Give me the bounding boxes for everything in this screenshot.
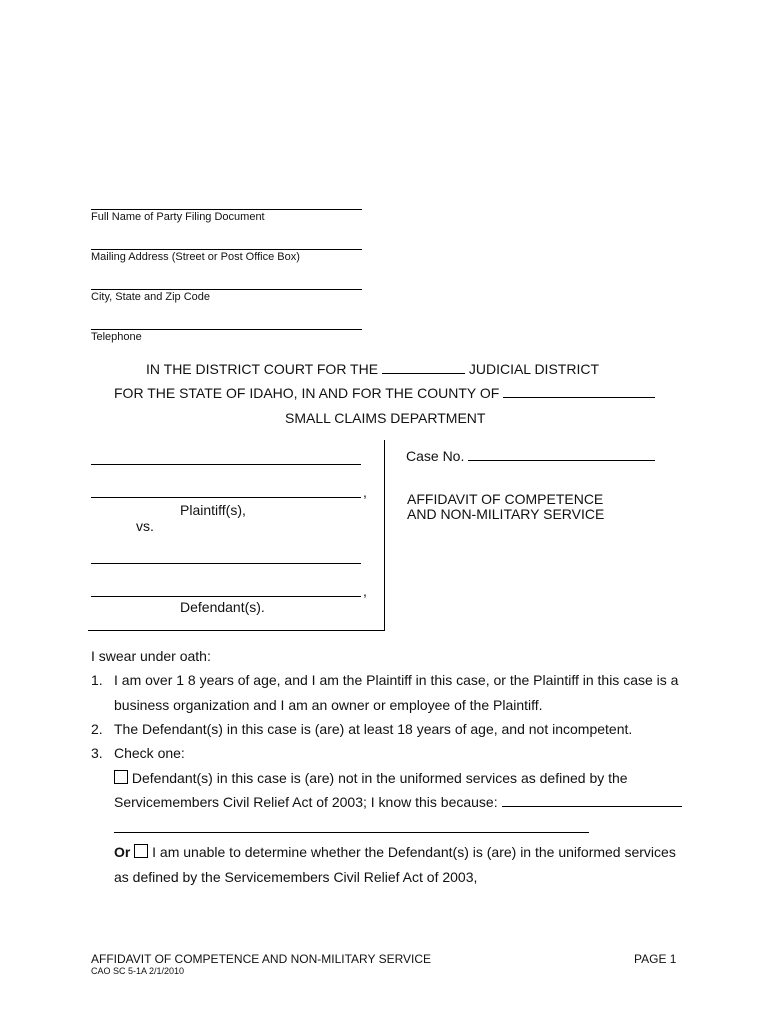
footer-form-code: CAO SC 5-1A 2/1/2010 bbox=[91, 966, 185, 976]
vs-label: vs. bbox=[136, 518, 154, 534]
plaintiff-line-2[interactable] bbox=[91, 497, 361, 498]
case-number-blank[interactable] bbox=[468, 448, 655, 461]
court-heading-county: FOR THE STATE OF IDAHO, IN AND FOR THE COUNTY OF bbox=[114, 385, 500, 401]
plaintiff-line-1[interactable] bbox=[91, 464, 361, 465]
defendant-label: Defendant(s). bbox=[180, 599, 265, 615]
case-number-label: Case No. bbox=[406, 448, 465, 464]
full-name-label: Full Name of Party Filing Document bbox=[91, 211, 265, 223]
option2-text: I am unable to determine whether the Defendant(s) is (are) in the uniformed services bbox=[152, 844, 676, 860]
reason-blank-1[interactable] bbox=[502, 794, 682, 807]
telephone-label: Telephone bbox=[91, 331, 142, 343]
unable-to-determine-checkbox[interactable] bbox=[134, 844, 148, 858]
reason-blank-2[interactable] bbox=[114, 832, 589, 833]
item1-text-line2: business organization and I am an owner or employee of the Plaintiff. bbox=[114, 697, 543, 713]
city-state-zip-label: City, State and Zip Code bbox=[91, 291, 211, 303]
plaintiff-comma: , bbox=[363, 484, 367, 500]
plaintiff-label: Plaintiff(s), bbox=[180, 502, 246, 518]
not-in-service-checkbox[interactable] bbox=[114, 770, 128, 784]
option1-text: Defendant(s) in this case is (are) not in the uniformed services as defined by the bbox=[131, 770, 628, 786]
court-heading-pre: IN THE DISTRICT COURT FOR THE bbox=[146, 361, 379, 377]
item3-number: 3. bbox=[91, 745, 103, 761]
city-state-zip-line[interactable] bbox=[91, 289, 362, 290]
option1-line1 bbox=[114, 770, 628, 786]
mailing-address-label: Mailing Address (Street or Post Office Box) bbox=[91, 251, 300, 263]
judicial-district-blank[interactable] bbox=[382, 361, 465, 374]
item3-text: Check one: bbox=[114, 745, 185, 761]
case-number-row bbox=[406, 448, 655, 464]
option1-line2 bbox=[114, 794, 682, 810]
footer-page-number: PAGE 1 bbox=[634, 952, 677, 966]
court-heading-post: JUDICIAL DISTRICT bbox=[468, 361, 599, 377]
defendant-line-1[interactable] bbox=[91, 563, 361, 564]
caption-divider-horizontal bbox=[88, 630, 385, 631]
full-name-line[interactable] bbox=[91, 209, 362, 210]
defendant-line-2[interactable] bbox=[91, 596, 361, 597]
mailing-address-line[interactable] bbox=[91, 249, 362, 250]
option1-reason-text: Servicemembers Civil Relief Act of 2003; I know this because: bbox=[114, 794, 498, 810]
item1-text-line1: I am over 1 8 years of age, and I am the Plaintiff in this case, or the Plaintiff in this case is a bbox=[114, 672, 679, 688]
county-blank[interactable] bbox=[503, 385, 655, 398]
court-heading-line1 bbox=[146, 361, 599, 377]
item1-number: 1. bbox=[91, 672, 103, 688]
caption-divider-vertical bbox=[384, 440, 385, 630]
option2-line2: as defined by the Servicemembers Civil Relief Act of 2003, bbox=[114, 869, 478, 885]
or-label: Or bbox=[114, 844, 131, 860]
affidavit-title-line1: AFFIDAVIT OF COMPETENCE bbox=[407, 491, 604, 507]
option2-line1 bbox=[114, 844, 676, 860]
item2-text: The Defendant(s) in this case is (are) at least 18 years of age, and not incompetent. bbox=[114, 721, 633, 737]
telephone-line[interactable] bbox=[91, 329, 362, 330]
court-heading-line2 bbox=[114, 385, 655, 401]
defendant-comma: , bbox=[363, 583, 367, 599]
court-heading-line3: SMALL CLAIMS DEPARTMENT bbox=[285, 410, 486, 426]
oath-intro: I swear under oath: bbox=[91, 648, 211, 664]
item2-number: 2. bbox=[91, 721, 103, 737]
affidavit-title-line2: AND NON-MILITARY SERVICE bbox=[407, 506, 605, 522]
footer-title: AFFIDAVIT OF COMPETENCE AND NON-MILITARY SERVICE bbox=[91, 952, 432, 966]
